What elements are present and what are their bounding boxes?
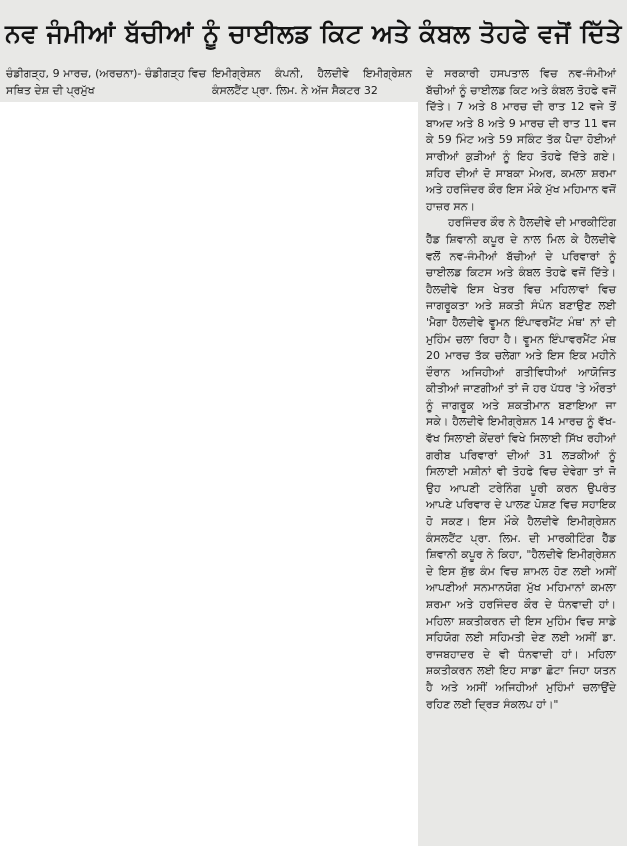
blank-area: [0, 102, 418, 846]
column-1: [6, 66, 206, 99]
column-3-paragraph-1: ਦੇ ਸਰਕਾਰੀ ਹਸਪਤਾਲ ਵਿਚ ਨਵ-ਜੰਮੀਆਂ ਬੱਚੀਆਂ ਨੂੰ ਚਾਈਲਡ ਕਿਟ ਅਤੇ ਕੰਬਲ ਤੋਹਫੇ ਵਜੋਂ ਦਿੱਤੇ। 7 ਅਤੇ 8 ਮਾਰਚ ਦੀ ਰਾਤ 12 ਵਜੇ ਤੋਂ ਬਾਅਦ ਅਤੇ 8 ਅਤੇ 9 ਮਾਰਚ ਦੀ ਰਾਤ 11 ਵਜ ਕੇ 59 ਮਿੰਟ ਅਤੇ 59 ਸਕਿੰਟ ਤੱਕ ਪੈਦਾ ਹੋਈਆਂ ਸਾਰੀਆਂ ਕੁੜੀਆਂ ਨੂੰ ਇਹ ਤੋਹਫੇ ਦਿੱਤੇ ਗਏ। ਸ਼ਹਿਰ ਦੀਆਂ ਦੋ ਸਾਬਕਾ ਮੇਅਰ, ਕਮਲਾ ਸ਼ਰਮਾ ਅਤੇ ਹਰਜਿੰਦਰ ਕੌਰ ਇਸ ਮੌਕੇ ਮੁੱਖ ਮਹਿਮਾਨ ਵਜੋਂ ਹਾਜ਼ਰ ਸਨ।: [426, 67, 616, 213]
headline: ਨਵ ਜੰਮੀਆਂ ਬੱਚੀਆਂ ਨੂੰ ਚਾਈਲਡ ਕਿਟ ਅਤੇ ਕੰਬਲ ਤੋਹਫੇ ਵਜੋਂ ਦਿੱਤੇ: [5, 19, 622, 48]
column-3: [426, 66, 616, 713]
column-3-paragraph-2: ਹਰਜਿੰਦਰ ਕੌਰ ਨੇ ਹੈਲਦੀਵੇ ਦੀ ਮਾਰਕੀਟਿੰਗ ਹੈੱਡ ਸ਼ਿਵਾਨੀ ਕਪੂਰ ਦੇ ਨਾਲ ਮਿਲ ਕੇ ਹੈਲਦੀਵੇ ਵਲੋਂ ਨਵ-ਜੰਮੀਆਂ ਬੱਚੀਆਂ ਦੇ ਪਰਿਵਾਰਾਂ ਨੂੰ ਚਾਈਲਡ ਕਿਟਸ ਅਤੇ ਕੰਬਲ ਤੋਹਫੇ ਵਜੋਂ ਦਿੱਤੇ। ਹੈਲਦੀਵੇ ਇਸ ਖੇਤਰ ਵਿਚ ਮਹਿਲਾਵਾਂ ਵਿਚ ਜਾਗਰੂਕਤਾ ਅਤੇ ਸ਼ਕਤੀ ਸੰਪੰਨ ਬਣਾਉਣ ਲਈ 'ਮੈਗਾ ਹੈਲਦੀਵੇ ਵੂਮਨ ਇੰਪਾਵਰਮੈਂਟ ਮੰਥ' ਨਾਂ ਦੀ ਮੁਹਿੰਮ ਚਲਾ ਰਿਹਾ ਹੈ। ਵੂਮਨ ਇੰਪਾਵਰਮੈਂਟ ਮੰਥ 20 ਮਾਰਚ ਤੱਕ ਚਲੇਗਾ ਅਤੇ ਇਸ ਇਕ ਮਹੀਨੇ ਦੌਰਾਨ ਅਜਿਹੀਆਂ ਗਤੀਵਿਧੀਆਂ ਆਯੋਜਿਤ ਕੀਤੀਆਂ ਜਾਣਗੀਆਂ ਤਾਂ ਜੋ ਹਰ ਪੱਧਰ 'ਤੇ ਔਰਤਾਂ ਨੂੰ ਜਾਗਰੂਕ ਅਤੇ ਸ਼ਕਤੀਮਾਨ ਬਣਾਇਆ ਜਾ ਸਕੇ। ਹੈਲਦੀਵੇ ਇਮੀਗ੍ਰੇਸ਼ਨ 14 ਮਾਰਚ ਨੂੰ ਵੱਖ-ਵੱਖ ਸਿਲਾਈ ਕੇਂਦਰਾਂ ਵਿਖੇ ਸਿਲਾਈ ਸਿੱਖ ਰਹੀਆਂ ਗਰੀਬ ਪਰਿਵਾਰਾਂ ਦੀਆਂ 31 ਲੜਕੀਆਂ ਨੂੰ ਸਿਲਾਈ ਮਸ਼ੀਨਾਂ ਵੀ ਤੋਹਫੇ ਵਿਚ ਦੇਵੇਗਾ ਤਾਂ ਜੋ ਉਹ ਆਪਣੀ ਟਰੇਨਿੰਗ ਪੂਰੀ ਕਰਨ ਉਪਰੰਤ ਆਪਣੇ ਪਰਿਵਾਰ ਦੇ ਪਾਲਣ ਪੋਸ਼ਣ ਵਿਚ ਸਹਾਇਕ ਹੋ ਸਕਣ। ਇਸ ਮੌਕੇ ਹੈਲਦੀਵੇ ਇਮੀਗ੍ਰੇਸ਼ਨ ਕੰਸਲਟੈਂਟ ਪ੍ਰਾ. ਲਿਮ. ਦੀ ਮਾਰਕੀਟਿੰਗ ਹੈੱਡ ਸ਼ਿਵਾਨੀ ਕਪੂਰ ਨੇ ਕਿਹਾ, "ਹੈਲਦੀਵੇ ਇਮੀਗ੍ਰੇਸ਼ਨ ਦੇ ਇਸ ਸ਼ੁੱਭ ਕੰਮ ਵਿਚ ਸ਼ਾਮਲ ਹੋਣ ਲਈ ਅਸੀਂ ਆਪਣੀਆਂ ਸਨਮਾਨਯੋਗ ਮੁੱਖ ਮਹਿਮਾਨਾਂ ਕਮਲਾ ਸ਼ਰਮਾ ਅਤੇ ਹਰਜਿੰਦਰ ਕੌਰ ਦੇ ਧੰਨਵਾਦੀ ਹਾਂ। ਮਹਿਲਾ ਸ਼ਕਤੀਕਰਨ ਦੀ ਇਸ ਮੁਹਿੰਮ ਵਿਚ ਸਾਡੇ ਸਹਿਯੋਗ ਲਈ ਸਹਿਮਤੀ ਦੇਣ ਲਈ ਅਸੀਂ ਡਾ. ਰਾਜਬਹਾਦਰ ਦੇ ਵੀ ਧੰਨਵਾਦੀ ਹਾਂ। ਮਹਿਲਾ ਸ਼ਕਤੀਕਰਨ ਲਈ ਇਹ ਸਾਡਾ ਛੋਟਾ ਜਿਹਾ ਯਤਨ ਹੈ ਅਤੇ ਅਸੀਂ ਅਜਿਹੀਆਂ ਮੁਹਿੰਮਾਂ ਚਲਾਉਂਦੇ ਰਹਿਣ ਲਈ ਦ੍ਰਿੜ ਸੰਕਲਪ ਹਾਂ।": [426, 216, 616, 711]
column-1-text: ਚੰਡੀਗੜ੍ਹ, 9 ਮਾਰਚ, (ਅਰਚਨਾ)- ਚੰਡੀਗੜ੍ਹ ਵਿਚ ਸਥਿਤ ਦੇਸ਼ ਦੀ ਪ੍ਰਮੁੱਖ: [6, 67, 206, 97]
column-2-text: ਇਮੀਗ੍ਰੇਸ਼ਨ ਕੰਪਨੀ, ਹੈਲਦੀਵੇ ਇਮੀਗ੍ਰੇਸ਼ਨ ਕੰਸਲਟੈਂਟ ਪ੍ਰਾ. ਲਿਮ. ਨੇ ਅੱਜ ਸੈਕਟਰ 32: [212, 67, 412, 97]
column-2: [212, 66, 412, 99]
